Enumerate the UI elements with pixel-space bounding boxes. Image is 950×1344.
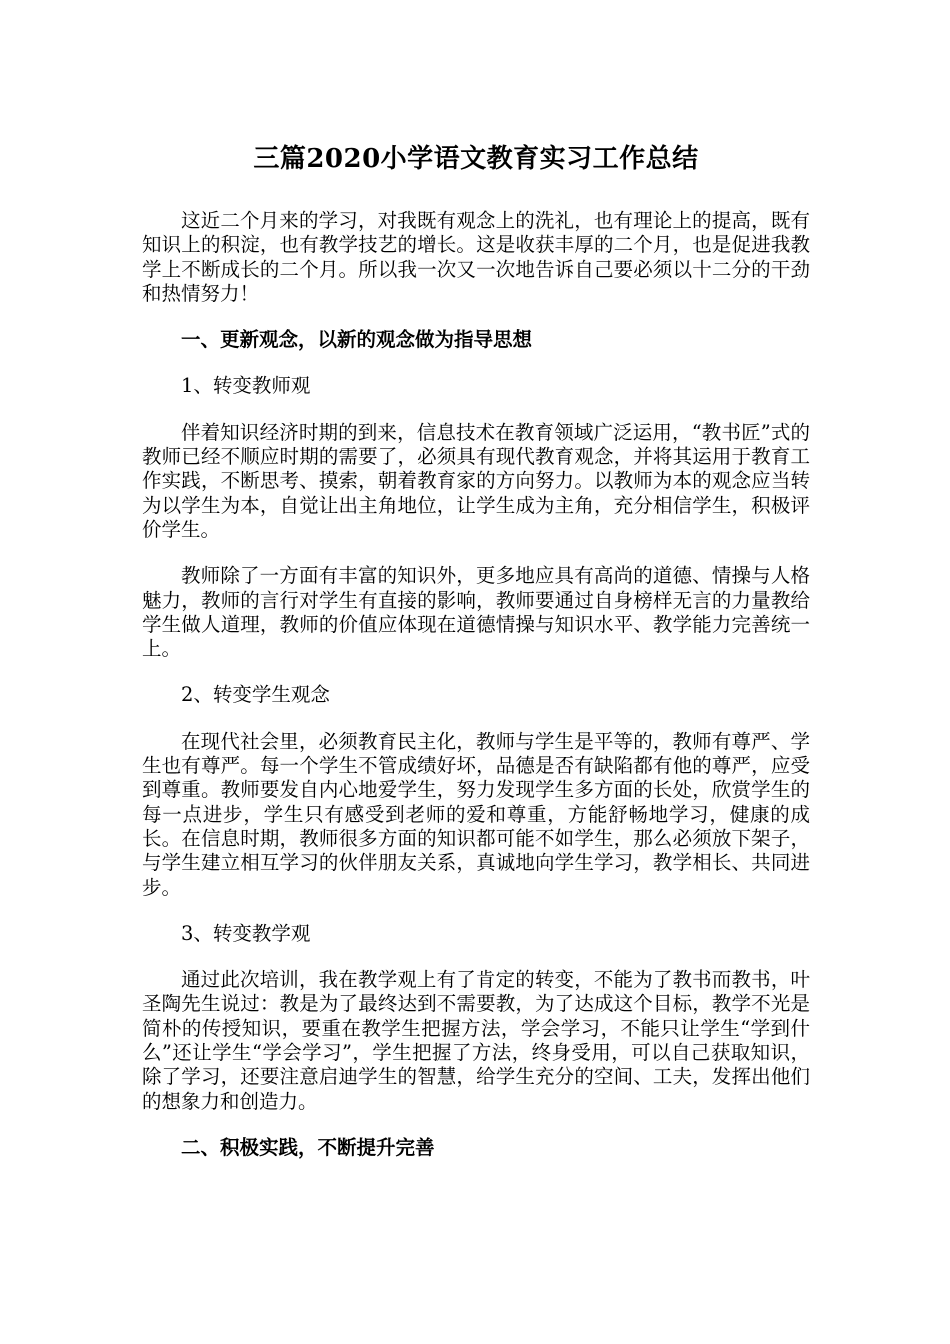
section-1-heading: 一、更新观念，以新的观念做为指导思想	[181, 328, 533, 352]
subsection-3-heading: 3、转变教学观	[181, 921, 311, 945]
section-2-heading: 二、积极实践，不断提升完善	[181, 1135, 435, 1159]
document-title: 三篇2020小学语文教育实习工作总结	[253, 144, 699, 174]
subsection-2-heading: 2、转变学生观念	[181, 683, 330, 707]
subsection-1-paragraph-1: 伴着知识经济时期的到来，信息技术在教育领域广泛运用，“教书匠”式的教师已经不顺应时期的需要了，必须具有现代教育观念，并将其运用于教育工作实践，不断思考、摸索，朝着教育家的方向努力。以教师为本的观念应当转为以学生为本，自觉让出主角地位，让学生成为主角，充分相信学生，积极评价学生。	[142, 420, 810, 541]
subsection-1-heading: 1、转变教师观	[181, 374, 311, 398]
subsection-3-paragraph-1: 通过此次培训，我在教学观上有了肯定的转变，不能为了教书而教书，叶圣陶先生说过：教是为了最终达到不需要教，为了达成这个目标，教学不光是简朴的传授知识，要重在教学生把握方法，学会学习，不能只让学生“学到什么”还让学生“学会学习”，学生把握了方法，终身受用，可以自己获取知识，除了学习，还要注意启迪学生的智慧，给学生充分的空间、工夫，发挥出他们的想象力和创造力。	[142, 968, 810, 1113]
subsection-1-paragraph-2: 教师除了一方面有丰富的知识外，更多地应具有高尚的道德、情操与人格魅力，教师的言行对学生有直接的影响，教师要通过自身榜样无言的力量教给学生做人道理，教师的价值应体现在道德情操与知识水平、教学能力完善统一上。	[142, 564, 810, 661]
intro-paragraph: 这近二个月来的学习，对我既有观念上的洗礼，也有理论上的提高，既有知识上的积淀，也有教学技艺的增长。这是收获丰厚的二个月，也是促进我教学上不断成长的二个月。所以我一次又一次地告诉自己要必须以十二分的干劲和热情努力！	[142, 209, 810, 305]
subsection-2-paragraph-1: 在现代社会里，必须教育民主化，教师与学生是平等的，教师有尊严、学生也有尊严。每一个学生不管成绩好坏，品德是否有缺陷都有他的尊严，应受到尊重。教师要发自内心地爱学生，努力发现学生多方面的长处，欣赏学生的每一点进步，学生只有感受到老师的爱和尊重，方能舒畅地学习，健康的成长。在信息时期，教师很多方面的知识都可能不如学生，那么必须放下架子，与学生建立相互学习的伙伴朋友关系，真诚地向学生学习，教学相长、共同进步。	[142, 729, 810, 899]
